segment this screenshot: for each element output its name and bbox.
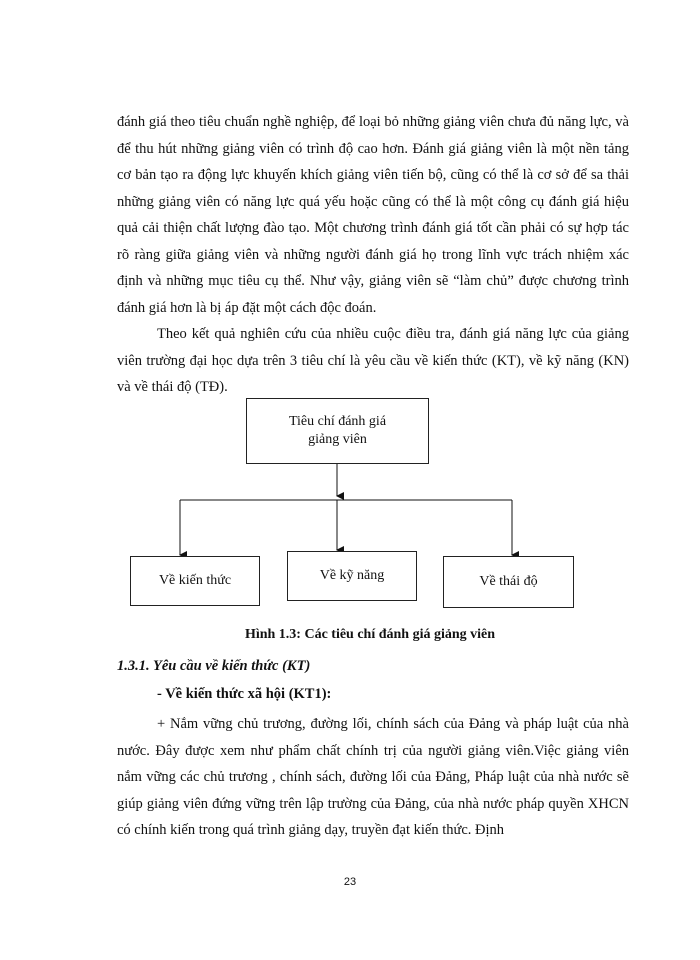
diagram-box-skills [287, 551, 417, 601]
diagram-label-skills: Về kỹ năng [319, 568, 385, 583]
figure-caption: Hình 1.3: Các tiêu chí đánh giá giảng viên [244, 627, 496, 642]
paragraph-criteria: Theo kết quả nghiên cứu của nhiều cuộc điều tra, đánh giá năng lực của giảng viên trường đại học dựa trên 3 tiêu chí là yêu cầu về kiến thức (KT), về kỹ năng (KN) và về thái độ (TĐ). [117, 326, 629, 395]
diagram-label-knowledge: Về kiến thức [158, 573, 232, 588]
page-number: 23 [343, 876, 357, 888]
diagram-root-label: Tiêu chí đánh giá giảng viên [288, 414, 387, 447]
subsection-heading: - Về kiến thức xã hội (KT1): [157, 686, 332, 702]
paragraph-intro: đánh giá theo tiêu chuẩn nghề nghiệp, để loại bỏ những giảng viên chưa đủ năng lực, và để thu hút những giảng viên có trình độ cao hơn. Đánh giá giảng viên là một nền tảng cơ bản tạo ra động lực khuyến khích giảng viên tiến bộ, cũng có thể là cơ sở để sa thải những giảng viên có năng lực quá yếu hoặc cũng có thể là một công cụ đánh giá hiệu quả cải thiện chất lượng đào tạo. Một chương trình đánh giá tốt cần phải có sự hợp tác rõ ràng giữa giảng viên và những người đánh giá họ trong lĩnh vực trách nhiệm xác định và những mục tiêu cụ thể. Như vậy, giảng viên sẽ “làm chủ” được chương trình đánh giá hơn là bị áp đặt một cách độc đoán. [117, 114, 629, 316]
section-heading: 1.3.1. Yêu cầu về kiến thức (KT) [117, 658, 311, 674]
diagram-label-attitude: Về thái độ [479, 574, 538, 589]
diagram-box-knowledge [130, 556, 260, 606]
diagram-box-attitude [443, 556, 574, 608]
paragraph-social-knowledge: + Nắm vững chủ trương, đường lối, chính sách của Đảng và pháp luật của nhà nước. Đây được xem như phẩm chất chính trị của người giảng viên.Việc giảng viên nắm vững các chủ trương , chính sách, đường lối của Đảng, Pháp luật của nhà nước sẽ giúp giảng viên đứng vững trên lập trường của Đảng, của nhà nước pháp quyền XHCN có chính kiến trong quá trình giảng dạy, truyền đạt kiến thức. Định [117, 716, 629, 838]
diagram-root-box [246, 398, 429, 464]
